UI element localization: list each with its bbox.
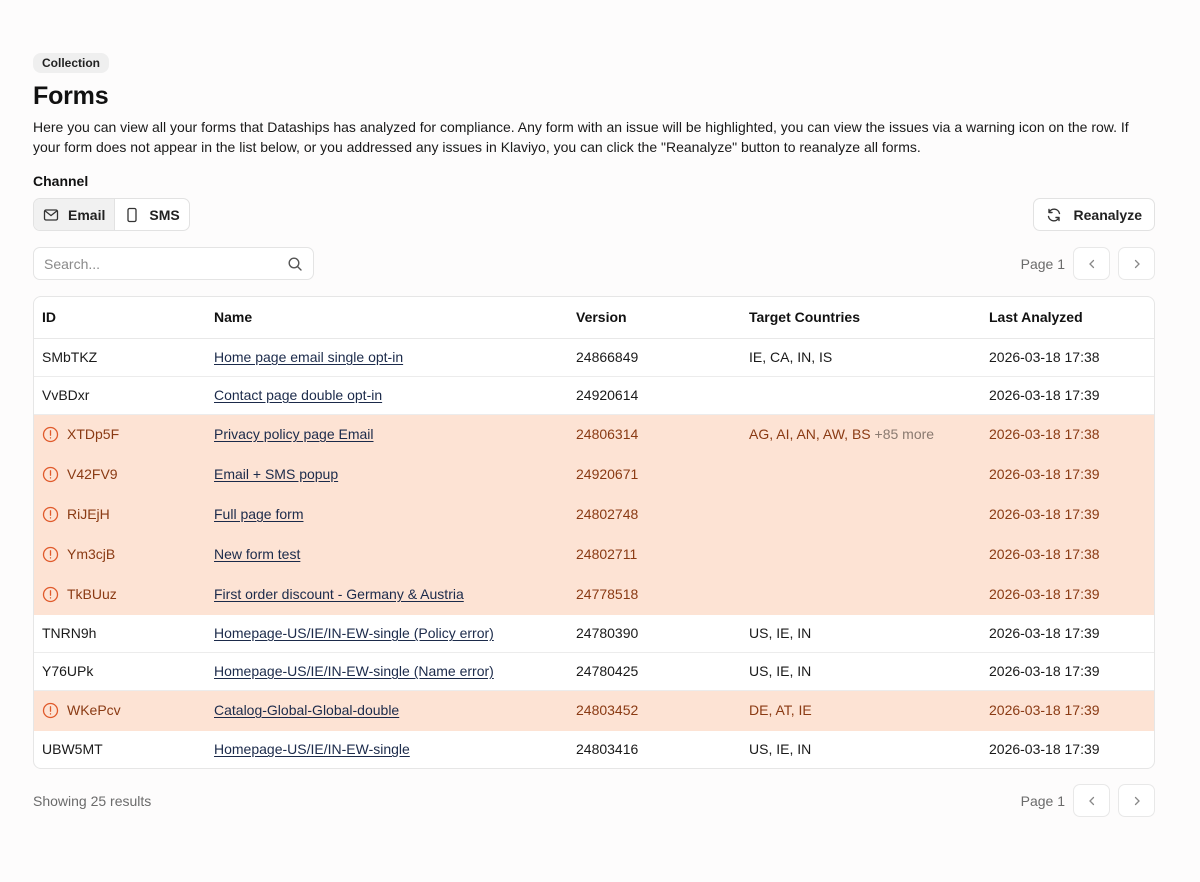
cell-last-analyzed: 2026-03-18 17:38	[981, 338, 1154, 376]
search-box	[33, 247, 314, 280]
cell-id	[34, 414, 206, 454]
form-name-link[interactable]: Privacy policy page Email	[214, 426, 374, 442]
form-name-link[interactable]: Contact page double opt-in	[214, 387, 383, 403]
chevron-right-icon	[1131, 795, 1143, 807]
table-row	[34, 614, 1154, 652]
cell-id	[34, 574, 206, 614]
cell-last-analyzed: 2026-03-18 17:39	[981, 454, 1154, 494]
search-icon	[287, 256, 303, 272]
column-header-name: Name	[206, 297, 568, 338]
cell-id	[34, 730, 206, 768]
cell-name	[206, 454, 568, 494]
cell-name	[206, 376, 568, 414]
collection-badge: Collection	[33, 53, 109, 73]
cell-id	[34, 454, 206, 494]
form-id: UBW5MT	[42, 741, 103, 758]
cell-version: 24866849	[568, 338, 741, 376]
table-row	[34, 690, 1154, 730]
cell-name	[206, 614, 568, 652]
page-title: Forms	[33, 82, 109, 110]
cell-version: 24802711	[568, 534, 741, 574]
cell-id	[34, 614, 206, 652]
chevron-left-icon	[1086, 795, 1098, 807]
warning-icon[interactable]	[42, 702, 59, 719]
cell-target-countries	[741, 730, 981, 768]
table-row	[34, 376, 1154, 414]
cell-id	[34, 690, 206, 730]
search-input[interactable]	[44, 256, 287, 272]
form-name-link[interactable]: New form test	[214, 546, 301, 562]
prev-page-button[interactable]	[1073, 247, 1110, 280]
table-row	[34, 414, 1154, 454]
warning-icon[interactable]	[42, 546, 59, 563]
form-name-link[interactable]: Email + SMS popup	[214, 466, 339, 482]
warning-icon[interactable]	[42, 426, 59, 443]
cell-name	[206, 414, 568, 454]
cell-id	[34, 652, 206, 690]
reanalyze-button[interactable]	[1033, 198, 1155, 231]
cell-version: 24778518	[568, 574, 741, 614]
next-page-button[interactable]	[1118, 247, 1155, 280]
cell-target-countries	[741, 652, 981, 690]
form-name-link[interactable]: Homepage-US/IE/IN-EW-single (Policy error)	[214, 625, 494, 641]
cell-last-analyzed: 2026-03-18 17:39	[981, 614, 1154, 652]
form-id: SMbTKZ	[42, 349, 98, 365]
form-name-link[interactable]: Home page email single opt-in	[214, 349, 404, 365]
target-countries: US, IE, IN	[749, 663, 812, 679]
forms-page	[33, 53, 1155, 818]
cell-target-countries	[741, 414, 981, 454]
more-countries-count[interactable]: +85 more	[874, 426, 935, 442]
channel-email-label: Email	[68, 206, 106, 223]
cell-last-analyzed: 2026-03-18 17:39	[981, 652, 1154, 690]
warning-icon[interactable]	[42, 466, 59, 483]
cell-name	[206, 652, 568, 690]
table-row	[34, 574, 1154, 614]
cell-name	[206, 730, 568, 768]
form-id: WKePcv	[67, 702, 121, 718]
mail-icon	[43, 207, 59, 223]
cell-target-countries	[741, 454, 981, 494]
table-row	[34, 454, 1154, 494]
form-name-link[interactable]: Catalog-Global-Global-double	[214, 702, 400, 718]
page-indicator: Page 1	[1020, 792, 1065, 809]
form-id: XTDp5F	[67, 426, 120, 442]
table-row	[34, 494, 1154, 534]
form-name-link[interactable]: Full page form	[214, 506, 304, 522]
chevron-right-icon	[1131, 258, 1143, 270]
cell-name	[206, 690, 568, 730]
form-id: VvBDxr	[42, 387, 90, 403]
form-id: Y76UPk	[42, 663, 94, 679]
cell-name	[206, 494, 568, 534]
cell-name	[206, 574, 568, 614]
cell-name	[206, 534, 568, 574]
cell-version: 24780425	[568, 652, 741, 690]
form-id: Ym3cjB	[67, 546, 116, 562]
cell-target-countries	[741, 338, 981, 376]
target-countries: US, IE, IN	[749, 741, 812, 758]
target-countries: US, IE, IN	[749, 625, 812, 641]
cell-version: 24802748	[568, 494, 741, 534]
cell-target-countries	[741, 574, 981, 614]
reanalyze-label: Reanalyze	[1073, 206, 1142, 223]
table-row	[34, 534, 1154, 574]
cell-id	[34, 534, 206, 574]
prev-page-button[interactable]	[1073, 784, 1110, 817]
form-name-link[interactable]: First order discount - Germany & Austria	[214, 586, 464, 602]
page-indicator: Page 1	[1020, 255, 1065, 272]
cell-last-analyzed: 2026-03-18 17:39	[981, 376, 1154, 414]
chevron-left-icon	[1086, 258, 1098, 270]
cell-last-analyzed: 2026-03-18 17:39	[981, 494, 1154, 534]
phone-icon	[124, 207, 140, 223]
cell-target-countries	[741, 534, 981, 574]
cell-version: 24920671	[568, 454, 741, 494]
target-countries: AG, AI, AN, AW, BS	[749, 426, 871, 442]
column-header-version: Version	[568, 297, 741, 338]
cell-last-analyzed: 2026-03-18 17:38	[981, 534, 1154, 574]
column-header-last-analyzed: Last Analyzed	[981, 297, 1154, 338]
channel-email-button[interactable]	[34, 199, 115, 230]
warning-icon[interactable]	[42, 506, 59, 523]
table-row	[34, 338, 1154, 376]
column-header-id: ID	[34, 297, 206, 338]
target-countries: IE, CA, IN, IS	[749, 349, 833, 365]
cell-id	[34, 338, 206, 376]
cell-id	[34, 494, 206, 534]
cell-last-analyzed: 2026-03-18 17:39	[989, 741, 1100, 758]
cell-last-analyzed: 2026-03-18 17:38	[981, 414, 1154, 454]
column-header-target-countries: Target Countries	[741, 297, 981, 338]
form-id: TkBUuz	[67, 586, 117, 602]
target-countries: DE, AT, IE	[749, 702, 812, 718]
cell-target-countries	[741, 614, 981, 652]
cell-name	[206, 338, 568, 376]
table-header-row	[34, 297, 1154, 338]
cell-version: 24803416	[576, 741, 639, 758]
cell-version: 24780390	[568, 614, 741, 652]
next-page-button[interactable]	[1118, 784, 1155, 817]
top-pagination	[1021, 247, 1155, 280]
cell-id	[34, 376, 206, 414]
results-count: Showing 25 results	[33, 793, 152, 809]
warning-icon[interactable]	[42, 586, 59, 603]
channel-sms-label: SMS	[149, 206, 180, 223]
refresh-icon	[1046, 207, 1062, 223]
cell-last-analyzed: 2026-03-18 17:39	[981, 574, 1154, 614]
table-row	[34, 652, 1154, 690]
cell-version: 24806314	[568, 414, 741, 454]
cell-target-countries	[741, 494, 981, 534]
channel-sms-button[interactable]	[115, 199, 188, 230]
channel-label: Channel	[33, 173, 89, 189]
cell-version: 24920614	[568, 376, 741, 414]
form-name-link[interactable]: Homepage-US/IE/IN-EW-single	[214, 741, 410, 758]
cell-target-countries	[741, 690, 981, 730]
form-id: V42FV9	[67, 466, 118, 482]
channel-toggle	[33, 198, 190, 231]
bottom-pagination	[1021, 784, 1155, 817]
page-description: Here you can view all your forms that Dataships has analyzed for compliance. Any form with an issue will be highlighted, you can view the issues via a warning icon on the row. If your form does not appear in the list below, or you addressed any issues in Klaviyo, you can click the "Reanalyze" button to reanalyze all forms.	[33, 119, 1129, 155]
form-id: RiJEjH	[67, 506, 110, 522]
cell-target-countries	[741, 376, 981, 414]
table-row	[34, 730, 1154, 768]
form-name-link[interactable]: Homepage-US/IE/IN-EW-single (Name error)	[214, 663, 494, 679]
forms-table	[33, 296, 1155, 769]
cell-version: 24803452	[568, 690, 741, 730]
cell-last-analyzed: 2026-03-18 17:39	[981, 690, 1154, 730]
form-id: TNRN9h	[42, 625, 97, 641]
